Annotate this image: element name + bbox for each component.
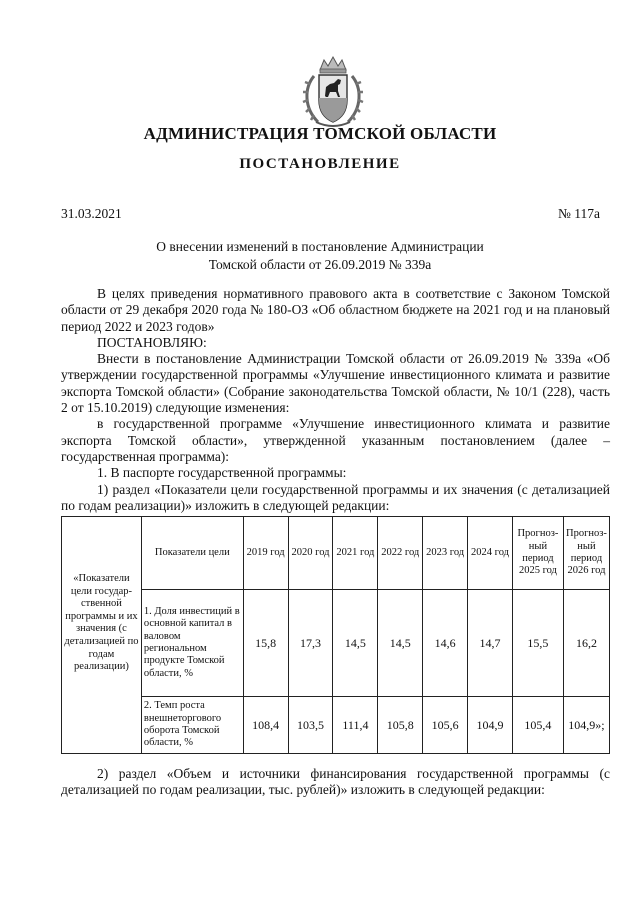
value-cell: 111,4 (333, 697, 378, 754)
header-year: 2019 год (243, 517, 288, 590)
tomsk-region-coat-of-arms-icon (300, 54, 366, 130)
value-cell: 104,9»; (563, 697, 609, 754)
document-date: 31.03.2021 (61, 206, 122, 221)
organization-title: АДМИНИСТРАЦИЯ ТОМСКОЙ ОБЛАСТИ (143, 124, 497, 143)
value-cell: 16,2 (563, 590, 609, 697)
header-year: 2022 год (378, 517, 423, 590)
value-cell: 14,5 (333, 590, 378, 697)
value-cell: 15,5 (512, 590, 563, 697)
table-row (62, 590, 610, 697)
table-row (62, 697, 610, 754)
header-year: 2021 год (333, 517, 378, 590)
value-cell: 104,9 (468, 697, 513, 754)
document-body (61, 286, 610, 514)
paragraph-amendment: Внести в постановление Администрации Томской области от 26.09.2019 № 339а «Об утверждении государственной программы «Улучшение инвестиционного климата и развитие экспорта Томской области» (Собрание законодательства Томской области, № 10/1 (228), часть 2 от 15.10.2019) следующие изменения: (61, 351, 610, 416)
subject-line-1: О внесении изменений в постановление Администрации (156, 239, 484, 254)
header-year: Прогноз-ный период 2026 год (563, 517, 609, 590)
paragraph-resolve: ПОСТАНОВЛЯЮ: (97, 334, 207, 350)
header-year: 2020 год (288, 517, 333, 590)
value-cell: 15,8 (243, 590, 288, 697)
document-continuation (61, 766, 610, 799)
indicator-name: 1. Доля инвестиций в основной капитал в валовом региональном продукте Томской области, % (141, 590, 243, 697)
subject-line-2: Томской области от 26.09.2019 № 339а (208, 257, 432, 272)
indicators-table (61, 516, 610, 754)
value-cell: 105,6 (423, 697, 468, 754)
value-cell: 14,6 (423, 590, 468, 697)
value-cell: 17,3 (288, 590, 333, 697)
header-year: 2023 год (423, 517, 468, 590)
paragraph-preamble: В целях приведения нормативного правового акта в соответствие с Законом Томской области от 29 декабря 2020 года № 180-ОЗ «Об областном бюджете на 2021 год и на плановый период 2022 и 2023 годов» (61, 286, 610, 334)
value-cell: 105,4 (512, 697, 563, 754)
paragraph-section-1: 1) раздел «Показатели цели государственной программы и их значения (с детализацией по годам реализации)» изложить в следующей редакции: (61, 481, 610, 513)
document-subject (0, 238, 640, 274)
paragraph-passport: 1. В паспорте государственной программы: (97, 465, 347, 481)
value-cell: 14,5 (378, 590, 423, 697)
indicator-name: 2. Темп роста внешнеторгового оборота Томской области, % (141, 697, 243, 754)
value-cell: 14,7 (468, 590, 513, 697)
value-cell: 108,4 (243, 697, 288, 754)
paragraph-section-2: 2) раздел «Объем и источники финансирования государственной программы (с детализацией по годам реализации, тыс. рублей)» изложить в следующей редакции: (61, 766, 610, 798)
value-cell: 103,5 (288, 697, 333, 754)
header-year: 2024 год (468, 517, 513, 590)
document-type: ПОСТАНОВЛЕНИЕ (239, 156, 401, 172)
header-year: Прогноз-ный период 2025 год (512, 517, 563, 590)
table-header-row (62, 517, 610, 590)
table-left-label: «Показатели цели государ-ственной программы и их значения (с детализацией по годам реализации) (62, 517, 142, 754)
paragraph-program: в государственной программе «Улучшение инвестиционного климата и развитие экспорта Томской области», утвержденной указанным постановлением (далее – государственная программа): (61, 416, 610, 464)
header-indicator: Показатели цели (141, 517, 243, 590)
document-number: № 117а (558, 206, 600, 221)
value-cell: 105,8 (378, 697, 423, 754)
